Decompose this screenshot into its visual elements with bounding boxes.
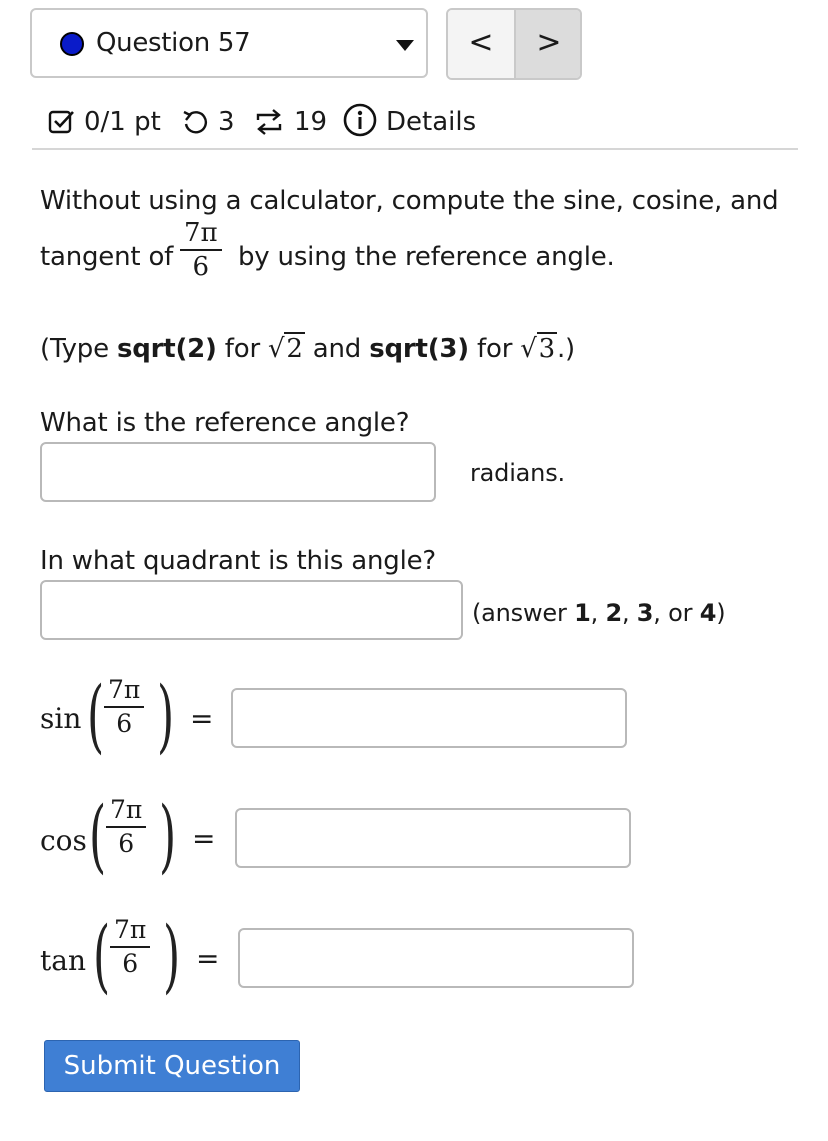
left-paren: ( — [87, 669, 105, 762]
next-question-button[interactable]: > — [514, 10, 582, 78]
hint-close: .) — [556, 334, 575, 364]
tan-label: tan — [40, 944, 86, 977]
equals-sign: = — [190, 702, 214, 735]
divider — [32, 148, 798, 150]
question-selector[interactable] — [30, 8, 428, 78]
hint-and: and — [304, 334, 370, 364]
reference-angle-input[interactable] — [40, 442, 436, 502]
cos-input[interactable] — [235, 808, 631, 868]
retry-icon — [180, 108, 210, 136]
problem-line-1: Without using a calculator, compute the sine, cosine, and — [40, 186, 779, 216]
angle-fraction — [180, 219, 222, 281]
status-dot-icon — [60, 32, 84, 56]
angle-denominator: 6 — [192, 252, 210, 282]
radians-unit: radians. — [470, 459, 565, 487]
sin-input[interactable] — [231, 688, 627, 748]
right-paren: ) — [157, 669, 175, 762]
sin-label: sin — [40, 702, 82, 735]
left-paren: ( — [89, 789, 107, 882]
right-paren: ) — [159, 789, 177, 882]
sqrt2-symbol: √2 — [268, 334, 303, 364]
cos-fraction: 7π 6 — [106, 796, 146, 858]
attempts-count: 19 — [294, 107, 328, 137]
hint-line — [40, 332, 575, 366]
quadrant-input[interactable] — [40, 580, 463, 640]
score-text: 0/1 pt — [84, 107, 161, 137]
hint-sqrt3-code: sqrt(3) — [369, 334, 469, 364]
sin-fraction: 7π 6 — [104, 676, 144, 738]
checkbox-icon — [48, 108, 76, 136]
dropdown-caret-icon — [396, 40, 414, 51]
quadrant-hint: (answer 1, 2, 3, or 4) — [472, 599, 726, 627]
tan-fraction: 7π 6 — [110, 916, 150, 978]
angle-numerator: 7π — [184, 218, 218, 248]
details-link[interactable]: Details — [386, 107, 477, 137]
cos-label: cos — [40, 824, 87, 857]
hint-for-2: for — [468, 334, 521, 364]
hint-sqrt2-code: sqrt(2) — [116, 334, 217, 364]
question-nav — [446, 8, 582, 80]
retries-count: 3 — [218, 107, 235, 137]
problem-line-2-end: by using the reference angle. — [238, 242, 615, 272]
hint-for-1: for — [216, 334, 269, 364]
equals-sign: = — [196, 942, 220, 975]
attempts-icon — [252, 106, 286, 138]
prev-question-button[interactable]: < — [448, 10, 514, 78]
sqrt3-symbol: √3 — [520, 334, 555, 364]
quadrant-question: In what quadrant is this angle? — [40, 546, 437, 576]
reference-question: What is the reference angle? — [40, 408, 410, 438]
equals-sign: = — [192, 822, 216, 855]
hint-open: (Type — [40, 334, 117, 364]
info-icon[interactable] — [342, 102, 378, 138]
tan-input[interactable] — [238, 928, 634, 988]
right-paren: ) — [163, 909, 181, 1002]
left-paren: ( — [93, 909, 111, 1002]
submit-question-button[interactable]: Submit Question — [44, 1040, 300, 1092]
question-label: Question 57 — [96, 28, 251, 58]
problem-line-2-start: tangent of — [40, 242, 174, 272]
